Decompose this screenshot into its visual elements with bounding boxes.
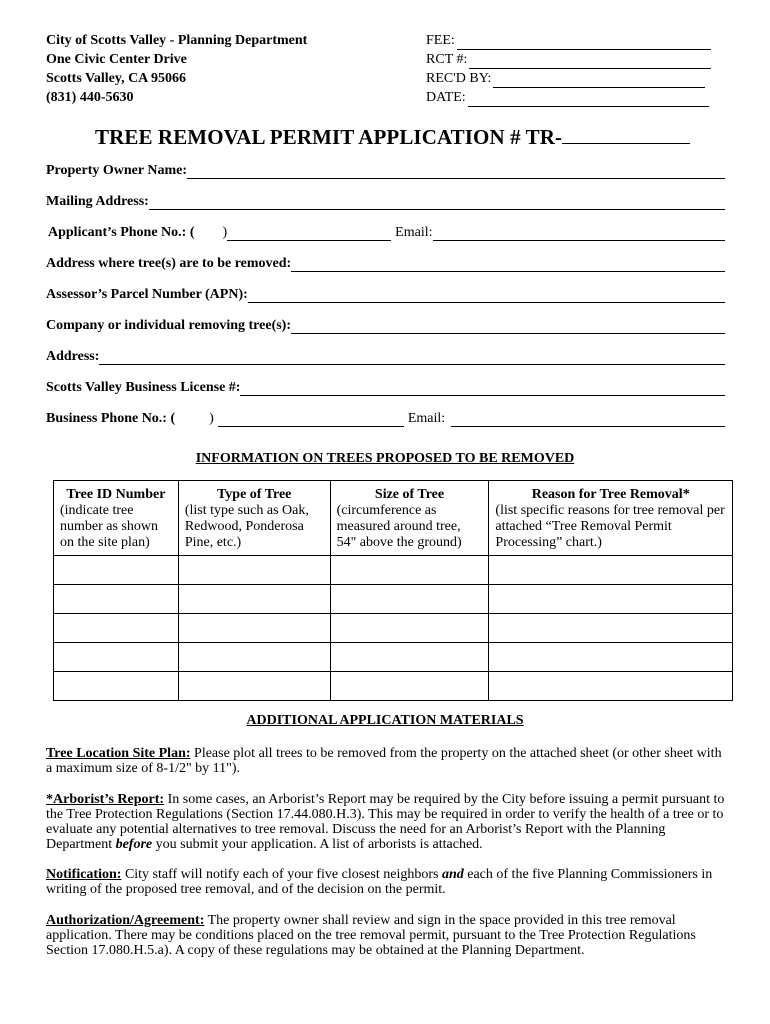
table-cell[interactable] — [178, 614, 330, 643]
materials-heading: ADDITIONAL APPLICATION MATERIALS — [246, 713, 524, 728]
phone-paren-close: ) — [222, 225, 228, 240]
owner-name-label: Property Owner Name: — [46, 163, 187, 178]
authorization-text: The property owner shall review and sign in the space provided in this tree removal application. There may be conditions placed on the tree removal permit, pursuant to the Tree Protection Regulations Section 17.080.H.5.a). A copy of these regulations may be obtained at the Planning Department. — [46, 913, 696, 958]
email-label: Email: — [395, 225, 433, 240]
col-tree-id-desc: (indicate tree number as shown on the site plan) — [60, 503, 158, 550]
col-tree-type — [178, 481, 330, 556]
form-title — [95, 125, 690, 150]
table-row — [54, 556, 733, 585]
applicant-phone-label: Applicant’s Phone No.: ( — [48, 225, 195, 240]
business-phone-paren-close: ) — [209, 411, 214, 426]
company-field[interactable] — [291, 319, 725, 334]
email-field[interactable] — [433, 226, 726, 241]
col-tree-id — [54, 481, 179, 556]
site-plan-paragraph — [46, 746, 726, 776]
table-cell[interactable] — [489, 614, 733, 643]
table-cell[interactable] — [489, 643, 733, 672]
date-field[interactable] — [468, 92, 709, 107]
applicant-phone-field[interactable] — [227, 226, 391, 241]
office-use-block — [426, 31, 711, 107]
department-name: City of Scotts Valley - Planning Department — [46, 33, 308, 48]
col-tree-id-title: Tree ID Number — [66, 487, 166, 502]
date-label: DATE: — [426, 90, 466, 105]
col-removal-reason-desc-post: reasons for tree removal per attached “Tree Removal Permit Processing” chart.) — [495, 503, 725, 550]
col-tree-type-desc: (list type such as Oak, Redwood, Ponderosa Pine, etc.) — [184, 503, 309, 550]
site-plan-text: Please plot all trees to be removed from the property on the attached sheet (or other sheet with a maximum size of 8-1/2" by 11"). — [46, 746, 722, 776]
arborist-text-1: In some cases, an Arborist’s Report may be required by the City before issuing a permit pursuant to the Tree Protection Regulations (Section 17.44.080.H.3). This may be required in order to verify the health of a tree or to evaluate any potential alternatives to tree removal. Discuss the need for an Arborist’s Report with the Planning Department — [46, 792, 725, 852]
table-cell[interactable] — [178, 556, 330, 585]
col-tree-size — [330, 481, 489, 556]
table-cell[interactable] — [54, 614, 179, 643]
table-row — [54, 672, 733, 701]
business-email-label: Email: — [407, 411, 446, 426]
arborist-emphasis: before — [115, 837, 153, 852]
col-tree-type-title: Type of Tree — [217, 487, 292, 502]
receipt-label: RCT #: — [426, 52, 468, 67]
table-cell[interactable] — [330, 643, 489, 672]
company-address-label: Address: — [46, 349, 100, 364]
street-address: One Civic Center Drive — [46, 52, 187, 67]
tree-address-label: Address where tree(s) are to be removed: — [46, 256, 292, 271]
mailing-address-label: Mailing Address: — [46, 194, 149, 209]
table-cell[interactable] — [330, 556, 489, 585]
city-state-zip: Scotts Valley, CA 95066 — [46, 71, 187, 86]
department-address-block — [46, 31, 307, 107]
table-cell[interactable] — [54, 585, 179, 614]
table-cell[interactable] — [489, 672, 733, 701]
apn-label: Assessor’s Parcel Number (APN): — [46, 287, 248, 302]
authorization-paragraph — [46, 913, 726, 958]
received-by-field[interactable] — [493, 73, 705, 88]
business-email-field[interactable] — [451, 412, 725, 427]
tree-address-field[interactable] — [291, 257, 725, 272]
table-cell[interactable] — [54, 672, 179, 701]
col-removal-reason — [489, 481, 733, 556]
notification-emphasis: and — [441, 867, 464, 882]
mailing-address-row — [46, 194, 725, 210]
business-license-row — [46, 380, 725, 396]
company-address-row — [46, 349, 725, 365]
apn-field[interactable] — [248, 288, 725, 303]
company-address-field[interactable] — [99, 350, 725, 365]
notification-paragraph — [46, 867, 726, 897]
trees-section-heading: INFORMATION ON TREES PROPOSED TO BE REMOVED — [195, 451, 575, 466]
trees-table-header — [54, 481, 733, 556]
apn-row — [46, 287, 725, 303]
table-cell[interactable] — [489, 585, 733, 614]
table-cell[interactable] — [330, 672, 489, 701]
arborist-label: *Arborist’s Report: — [46, 792, 165, 807]
receipt-field[interactable] — [469, 54, 711, 69]
tree-address-row — [46, 256, 725, 272]
site-plan-label: Tree Location Site Plan: — [46, 746, 191, 761]
table-cell[interactable] — [330, 585, 489, 614]
trees-table — [53, 480, 733, 701]
business-phone-label: Business Phone No.: ( — [46, 411, 176, 426]
owner-name-field[interactable] — [187, 164, 725, 179]
table-row — [54, 643, 733, 672]
authorization-label: Authorization/Agreement: — [46, 913, 205, 928]
col-removal-reason-title: Reason for Tree Removal* — [531, 487, 690, 502]
department-phone: (831) 440-5630 — [46, 90, 134, 105]
business-phone-field[interactable] — [218, 412, 404, 427]
notification-text-2: each of the five Planning Commissioners in writing of the proposed tree removal, and of the decision on the permit. — [46, 867, 713, 897]
business-license-label: Scotts Valley Business License #: — [46, 380, 241, 395]
mailing-address-field[interactable] — [149, 195, 725, 210]
received-by-label: REC'D BY: — [426, 71, 492, 86]
table-row — [54, 614, 733, 643]
col-tree-size-title: Size of Tree — [374, 487, 445, 502]
form-title-text: TREE REMOVAL PERMIT APPLICATION # TR- — [95, 125, 563, 149]
col-removal-reason-desc-pre: (list — [495, 503, 521, 518]
table-cell[interactable] — [330, 614, 489, 643]
fee-label: FEE: — [426, 33, 455, 48]
table-cell[interactable] — [54, 643, 179, 672]
table-cell[interactable] — [54, 556, 179, 585]
business-phone-row — [46, 411, 725, 427]
notification-text-1: City staff will notify each of your five closest neighbors — [121, 867, 442, 882]
col-tree-size-desc: (circumference as measured around tree, 54" above the ground) — [336, 503, 462, 550]
table-cell[interactable] — [489, 556, 733, 585]
col-removal-reason-desc-em: specific — [520, 503, 565, 518]
table-cell[interactable] — [178, 643, 330, 672]
owner-name-row — [46, 163, 725, 179]
arborist-text-2: you submit your application. A list of arborists is attached. — [152, 837, 483, 852]
company-row — [46, 318, 725, 334]
table-row — [54, 585, 733, 614]
notification-label: Notification: — [46, 867, 122, 882]
permit-number-field[interactable] — [562, 125, 690, 144]
business-license-field[interactable] — [240, 381, 725, 396]
applicant-phone-row — [46, 225, 725, 241]
company-label: Company or individual removing tree(s): — [46, 318, 292, 333]
table-cell[interactable] — [178, 585, 330, 614]
arborist-paragraph — [46, 792, 726, 852]
fee-field[interactable] — [457, 35, 711, 50]
table-cell[interactable] — [178, 672, 330, 701]
